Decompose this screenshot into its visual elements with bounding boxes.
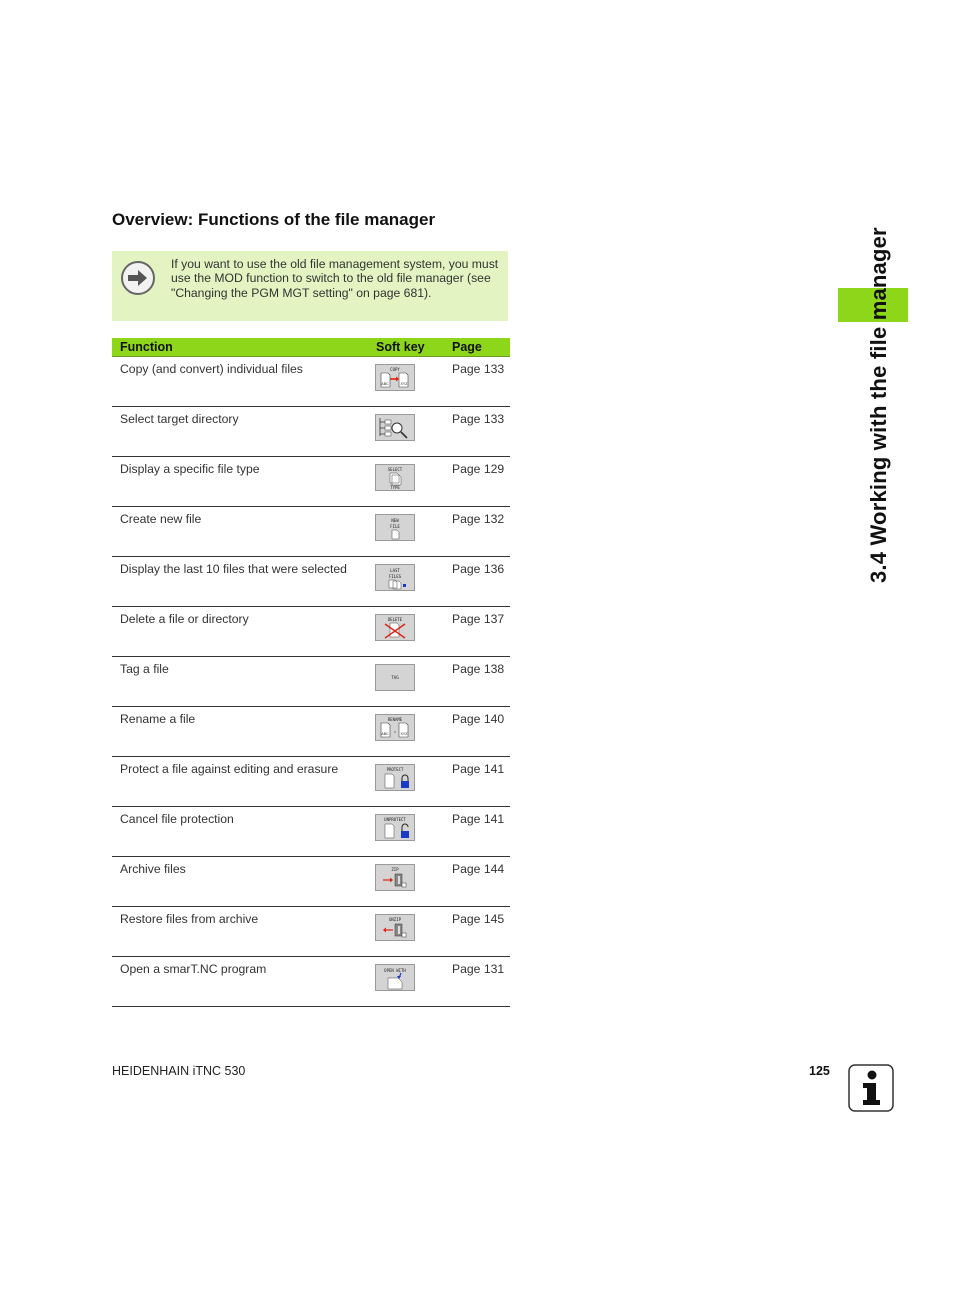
row-page: Page 140: [446, 707, 510, 757]
row-function: Protect a file against editing and erasure: [112, 757, 368, 807]
row-function: Open a smarT.NC program: [112, 957, 368, 1007]
row-function: Copy (and convert) individual files: [112, 357, 368, 407]
target-directory-softkey-icon: [375, 414, 415, 441]
svg-text:COPY: COPY: [390, 367, 400, 372]
svg-text:FILE: FILE: [390, 524, 400, 529]
svg-text:=: =: [393, 729, 397, 734]
svg-text:XYZ: XYZ: [400, 382, 408, 386]
header-softkey: Soft key: [368, 338, 446, 357]
table-header-row: [112, 338, 510, 357]
delete-softkey-icon: [375, 614, 415, 641]
svg-text:ABC: ABC: [381, 382, 389, 386]
svg-text:NEW: NEW: [391, 518, 399, 523]
note-text: If you want to use the old file management system, you must use the MOD function to switch to the old file manager (see "Changing the PGM MGT setting" on page 681).: [171, 257, 499, 300]
row-page: Page 131: [446, 957, 510, 1007]
info-icon: [848, 1064, 894, 1112]
svg-text:UNZIP: UNZIP: [388, 917, 402, 922]
footer-product: HEIDENHAIN iTNC 530: [112, 1064, 246, 1078]
svg-text:TAG: TAG: [391, 675, 399, 680]
row-page: Page 136: [446, 557, 510, 607]
table-row: [112, 707, 510, 757]
row-page: Page 137: [446, 607, 510, 657]
table-row: [112, 907, 510, 957]
row-page: Page 133: [446, 407, 510, 457]
new-file-softkey-icon: [375, 514, 415, 541]
tag-softkey-icon: [375, 664, 415, 691]
table-row: [112, 657, 510, 707]
row-function: Cancel file protection: [112, 807, 368, 857]
table-row: [112, 557, 510, 607]
svg-text:UNPROTECT: UNPROTECT: [384, 817, 406, 822]
page-number: 125: [809, 1064, 830, 1078]
row-function: Rename a file: [112, 707, 368, 757]
table-row: [112, 507, 510, 557]
last-files-softkey-icon: [375, 564, 415, 591]
select-type-softkey-icon: [375, 464, 415, 491]
section-title: Overview: Functions of the file manager: [112, 210, 436, 229]
svg-text:XYZ: XYZ: [400, 732, 408, 736]
table-row: [112, 357, 510, 407]
row-function: Select target directory: [112, 407, 368, 457]
row-function: Display a specific file type: [112, 457, 368, 507]
functions-table: [112, 338, 510, 1007]
svg-text:SELECT: SELECT: [387, 467, 403, 472]
row-page: Page 141: [446, 757, 510, 807]
open-with-softkey-icon: [375, 964, 415, 991]
rename-softkey-icon: [375, 714, 415, 741]
header-function: Function: [112, 338, 368, 357]
row-page: Page 141: [446, 807, 510, 857]
table-row: [112, 607, 510, 657]
row-page: Page 129: [446, 457, 510, 507]
svg-text:LAST: LAST: [390, 568, 400, 573]
table-row: [112, 807, 510, 857]
table-row: [112, 857, 510, 907]
svg-text:PROTECT: PROTECT: [386, 767, 404, 772]
row-function: Create new file: [112, 507, 368, 557]
table-row: [112, 457, 510, 507]
row-page: Page 133: [446, 357, 510, 407]
arrow-right-icon: [120, 260, 156, 296]
row-function: Archive files: [112, 857, 368, 907]
row-function: Display the last 10 files that were selected: [112, 557, 368, 607]
row-page: Page 138: [446, 657, 510, 707]
row-page: Page 145: [446, 907, 510, 957]
row-function: Tag a file: [112, 657, 368, 707]
unzip-softkey-icon: [375, 914, 415, 941]
chapter-title: 3.4 Working with the file manager: [866, 227, 891, 583]
row-page: Page 132: [446, 507, 510, 557]
protect-softkey-icon: [375, 764, 415, 791]
svg-text:TYPE: TYPE: [390, 485, 400, 490]
table-row: [112, 407, 510, 457]
svg-text:FILES: FILES: [388, 574, 402, 579]
row-page: Page 144: [446, 857, 510, 907]
svg-text:OPEN WITH: OPEN WITH: [384, 968, 406, 973]
copy-softkey-icon: [375, 364, 415, 391]
svg-text:DELETE: DELETE: [387, 617, 403, 622]
note-box: [112, 251, 508, 321]
unprotect-softkey-icon: [375, 814, 415, 841]
table-row: [112, 957, 510, 1007]
row-function: Restore files from archive: [112, 907, 368, 957]
svg-text:RENAME: RENAME: [387, 717, 403, 722]
header-page: Page: [446, 338, 510, 357]
svg-text:ZIP: ZIP: [391, 867, 399, 872]
row-function: Delete a file or directory: [112, 607, 368, 657]
table-row: [112, 757, 510, 807]
zip-softkey-icon: [375, 864, 415, 891]
svg-text:ABC: ABC: [381, 732, 389, 736]
